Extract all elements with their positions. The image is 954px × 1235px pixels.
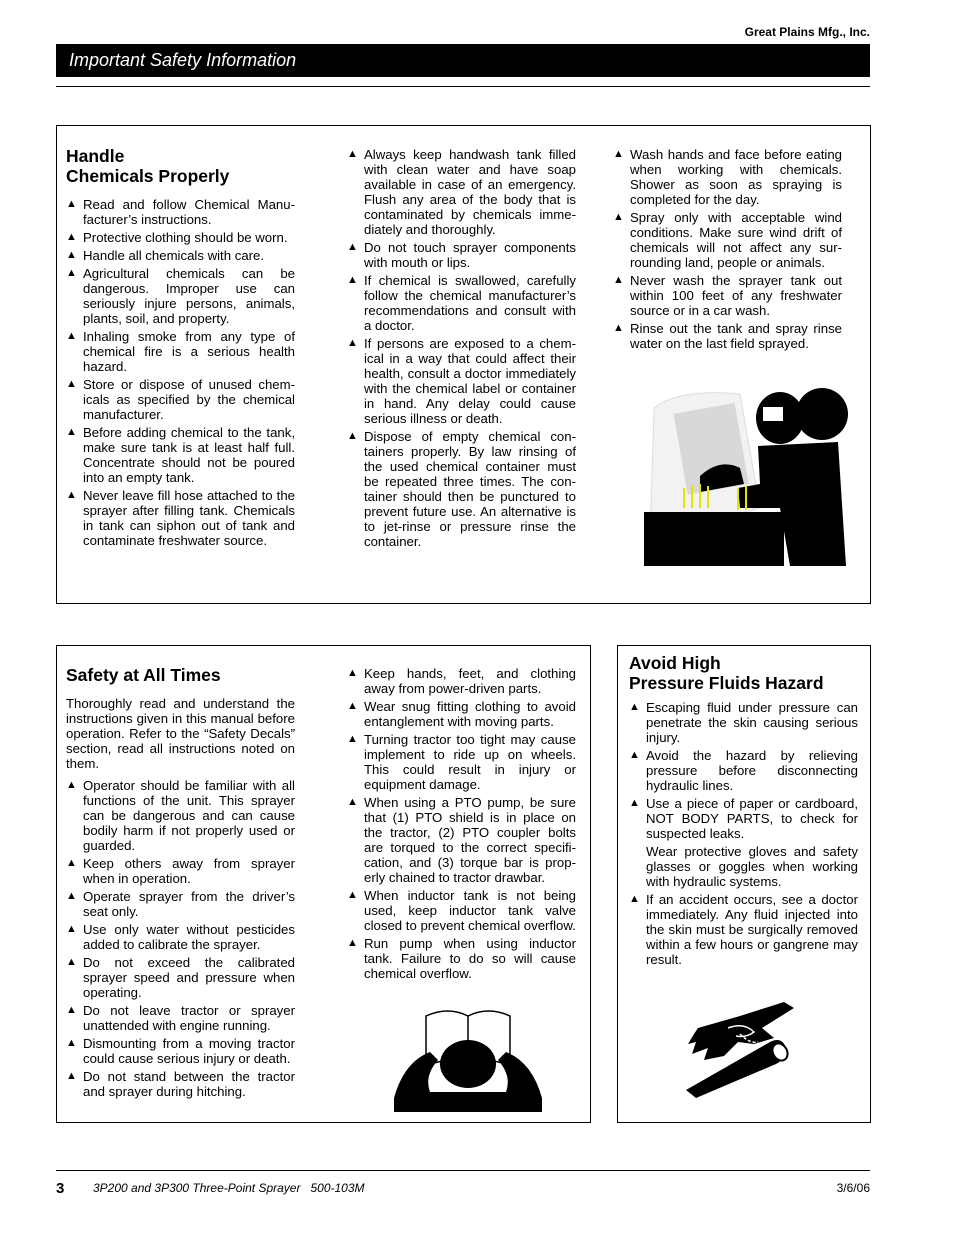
company-name: Great Plains Mfg., Inc.: [744, 25, 870, 39]
bullet-triangle-icon: ▲: [66, 426, 77, 438]
bullet-triangle-icon: ▲: [66, 198, 77, 210]
list-item-text: If persons are exposed to a chemical in a way that could affect their health, consult a doctor immediately with the chemical label or container in hand. Any delay could cause serious illness or death.: [364, 336, 576, 426]
list-item: [66, 1069, 295, 1099]
bullet-triangle-icon: ▲: [66, 857, 77, 869]
list-item: [629, 748, 858, 793]
list-item: [347, 888, 576, 933]
list-item-text: Operate sprayer from the driver’s seat only.: [83, 889, 295, 919]
bullet-triangle-icon: ▲: [66, 923, 77, 935]
bullet-triangle-icon: ▲: [613, 274, 624, 286]
list-item-text: Store or dispose of unused chemicals as specified by the chemical manufacturer.: [83, 377, 295, 422]
list-item: [613, 210, 842, 270]
list-item: [347, 795, 576, 885]
list-item-text: Wear snug fitting clothing to avoid entanglement with moving parts.: [364, 699, 576, 729]
bullet-triangle-icon: ▲: [66, 378, 77, 390]
list-item: [613, 273, 842, 318]
list-item: [629, 700, 858, 745]
safety-intro: Thoroughly read and understand the instructions given in this manual before operation. Refer to the “Safety Decals” section, read all instructions noted on them.: [66, 696, 295, 771]
list-item-text: Always keep handwash tank filled with clean water and have soap available in case of an emergency. Flush any area of the body that is contaminated by chemicals immediately and thoroughly.: [364, 147, 576, 237]
bullet-triangle-icon: ▲: [347, 667, 358, 679]
bullet-triangle-icon: ▲: [66, 231, 77, 243]
safety-col-2: [347, 666, 576, 984]
list-item: [66, 248, 295, 263]
bullet-triangle-icon: ▲: [66, 489, 77, 501]
list-item: [66, 922, 295, 952]
pressure-list: [629, 700, 858, 841]
list-item: [66, 197, 295, 227]
bullet-triangle-icon: ▲: [347, 733, 358, 745]
list-item: [347, 699, 576, 729]
list-item-text: Do not leave tractor or sprayer unattended with engine running.: [83, 1003, 295, 1033]
list-item: [347, 429, 576, 549]
high-pressure-hand-illustration: [684, 998, 804, 1098]
list-item-text: Use a piece of paper or cardboard, NOT BODY PARTS, to check for suspected leaks.: [646, 796, 858, 841]
list-item-text: Handle all chemicals with care.: [83, 248, 265, 263]
bullet-triangle-icon: ▲: [629, 797, 640, 809]
safety-col-1: [66, 665, 295, 1102]
list-item-text: Rinse out the tank and spray rinse water on the last field sprayed.: [630, 321, 842, 351]
list-item-text: Dispose of empty chemical containers properly. By law rinsing of the used chemical container must be repeated three times. The container should then be punctured to prevent future use. An alternative is to jet-rinse or pressure rinse the container.: [364, 429, 576, 549]
list-item: [613, 147, 842, 207]
document-title: 3P200 and 3P300 Three-Point Sprayer 500-103M: [93, 1181, 365, 1195]
bullet-triangle-icon: ▲: [347, 337, 358, 349]
chemicals-col-2: [347, 147, 576, 552]
list-item: [613, 321, 842, 351]
list-item-text: When using a PTO pump, be sure that (1) PTO shield is in place on the tractor, (2) PTO coupler bolts are torqued to the correct specification, and (3) torque bar is properly chained to tractor drawbar.: [364, 795, 576, 885]
list-item-text: Keep others away from sprayer when in operation.: [83, 856, 295, 886]
chemicals-list-2: [347, 147, 576, 549]
list-item: [347, 666, 576, 696]
list-item-text: Never leave fill hose attached to the sprayer after filling tank. Chemicals in tank can siphon out of tank and contaminate freshwater source.: [83, 488, 295, 548]
bullet-triangle-icon: ▲: [629, 749, 640, 761]
list-item: [66, 1036, 295, 1066]
list-item: [66, 889, 295, 919]
list-item-text: Do not touch sprayer components with mouth or lips.: [364, 240, 576, 270]
list-item: [629, 796, 858, 841]
pressure-note: Wear protective gloves and safety glasses or goggles when working with hydraulic systems.: [646, 844, 858, 889]
chemicals-list-3: [613, 147, 842, 351]
list-item: [66, 425, 295, 485]
list-item-text: Operator should be familiar with all functions of the unit. This sprayer can be dangerous and can cause bodily harm if not properly used or guarded.: [83, 778, 295, 853]
bullet-triangle-icon: ▲: [613, 322, 624, 334]
bullet-triangle-icon: ▲: [66, 1037, 77, 1049]
list-item-text: Spray only with acceptable wind conditions. Make sure wind drift of chemicals will not affect any surrounding land, people or animals.: [630, 210, 842, 270]
list-item-text: Protective clothing should be worn.: [83, 230, 288, 245]
list-item-text: Run pump when using inductor tank. Failure to do so will cause chemical overflow.: [364, 936, 576, 981]
list-item: [66, 778, 295, 853]
list-item-text: If chemical is swallowed, carefully follow the chemical manufacturer’s recommendations and consult with a doctor.: [364, 273, 576, 333]
footer-divider: [56, 1170, 870, 1171]
bullet-triangle-icon: ▲: [66, 890, 77, 902]
bullet-triangle-icon: ▲: [347, 430, 358, 442]
list-item-text: Inhaling smoke from any type of chemical fire is a serious health hazard.: [83, 329, 295, 374]
bullet-triangle-icon: ▲: [629, 893, 640, 905]
bullet-triangle-icon: ▲: [347, 274, 358, 286]
list-item: [66, 266, 295, 326]
list-item-text: Turning tractor too tight may cause implement to ride up on wheels. This could result in injury or equipment damage.: [364, 732, 576, 792]
list-item: [347, 240, 576, 270]
list-item-text: Agricultural chemicals can be dangerous. Improper use can seriously injure persons, animals, plants, soil, and property.: [83, 266, 295, 326]
header-divider: [56, 86, 870, 87]
handwash-illustration: [640, 388, 850, 566]
safety-list-2: [347, 666, 576, 981]
list-item: [66, 377, 295, 422]
bullet-triangle-icon: ▲: [66, 267, 77, 279]
chemicals-list-1: [66, 197, 295, 548]
list-item-text: Dismounting from a moving tractor could cause serious injury or death.: [83, 1036, 295, 1066]
list-item: [66, 1003, 295, 1033]
list-item: [66, 329, 295, 374]
bullet-triangle-icon: ▲: [66, 779, 77, 791]
list-item-text: Wash hands and face before eating when working with chemicals. Shower as soon as spraying is completed for the day.: [630, 147, 842, 207]
bullet-triangle-icon: ▲: [66, 1070, 77, 1082]
list-item-text: When inductor tank is not being used, keep inductor tank valve closed to prevent chemical overflow.: [364, 888, 576, 933]
chemicals-col-1: [66, 146, 295, 551]
section-title-bar: Important Safety Information: [56, 44, 870, 77]
list-item-text: Escaping fluid under pressure can penetrate the skin causing serious injury.: [646, 700, 858, 745]
list-item-text: Keep hands, feet, and clothing away from power-driven parts.: [364, 666, 576, 696]
bullet-triangle-icon: ▲: [347, 148, 358, 160]
chemicals-col-3: [613, 147, 842, 354]
bullet-triangle-icon: ▲: [629, 701, 640, 713]
bullet-triangle-icon: ▲: [347, 796, 358, 808]
page-number: 3: [56, 1180, 65, 1197]
document-date: 3/6/06: [836, 1181, 870, 1195]
list-item: [347, 336, 576, 426]
list-item-text: Never wash the sprayer tank out within 100 feet of any freshwater source or in a car wash.: [630, 273, 842, 318]
list-item: [347, 936, 576, 981]
list-item-text: Do not exceed the calibrated sprayer speed and pressure when operating.: [83, 955, 295, 1000]
bullet-triangle-icon: ▲: [347, 700, 358, 712]
bullet-triangle-icon: ▲: [347, 937, 358, 949]
list-item: [66, 488, 295, 548]
bullet-triangle-icon: ▲: [66, 1004, 77, 1016]
list-item-text: Before adding chemical to the tank, make sure tank is at least half full. Concentrate should not be poured into an empty tank.: [83, 425, 295, 485]
list-item-text: Use only water without pesticides added to calibrate the sprayer.: [83, 922, 295, 952]
pressure-heading: Avoid High Pressure Fluids Hazard: [629, 653, 824, 693]
list-item: [66, 955, 295, 1000]
safety-heading: Safety at All Times: [66, 665, 221, 685]
bullet-triangle-icon: ▲: [347, 889, 358, 901]
bullet-triangle-icon: ▲: [613, 211, 624, 223]
safety-list-1: [66, 778, 295, 1099]
list-item-text: Avoid the hazard by relieving pressure before disconnecting hydraulic lines.: [646, 748, 858, 793]
bullet-triangle-icon: ▲: [613, 148, 624, 160]
bullet-triangle-icon: ▲: [66, 249, 77, 261]
chemicals-heading: Handle Chemicals Properly: [66, 146, 230, 186]
list-item: [66, 230, 295, 245]
bullet-triangle-icon: ▲: [66, 956, 77, 968]
list-item: [347, 732, 576, 792]
list-item-text: Do not stand between the tractor and sprayer during hitching.: [83, 1069, 295, 1099]
pressure-col: [629, 653, 858, 970]
list-item-text: Read and follow Chemical Manufacturer’s instructions.: [83, 197, 295, 227]
list-item: [347, 273, 576, 333]
bullet-triangle-icon: ▲: [66, 330, 77, 342]
reading-manual-illustration: [390, 1002, 545, 1114]
bullet-triangle-icon: ▲: [347, 241, 358, 253]
list-item: [66, 856, 295, 886]
list-item: [347, 147, 576, 237]
pressure-last-item: ▲ If an accident occurs, see a doctor immediately. Any fluid injected into the skin must be surgically removed within a few hours or gangrene may result.: [629, 892, 858, 967]
